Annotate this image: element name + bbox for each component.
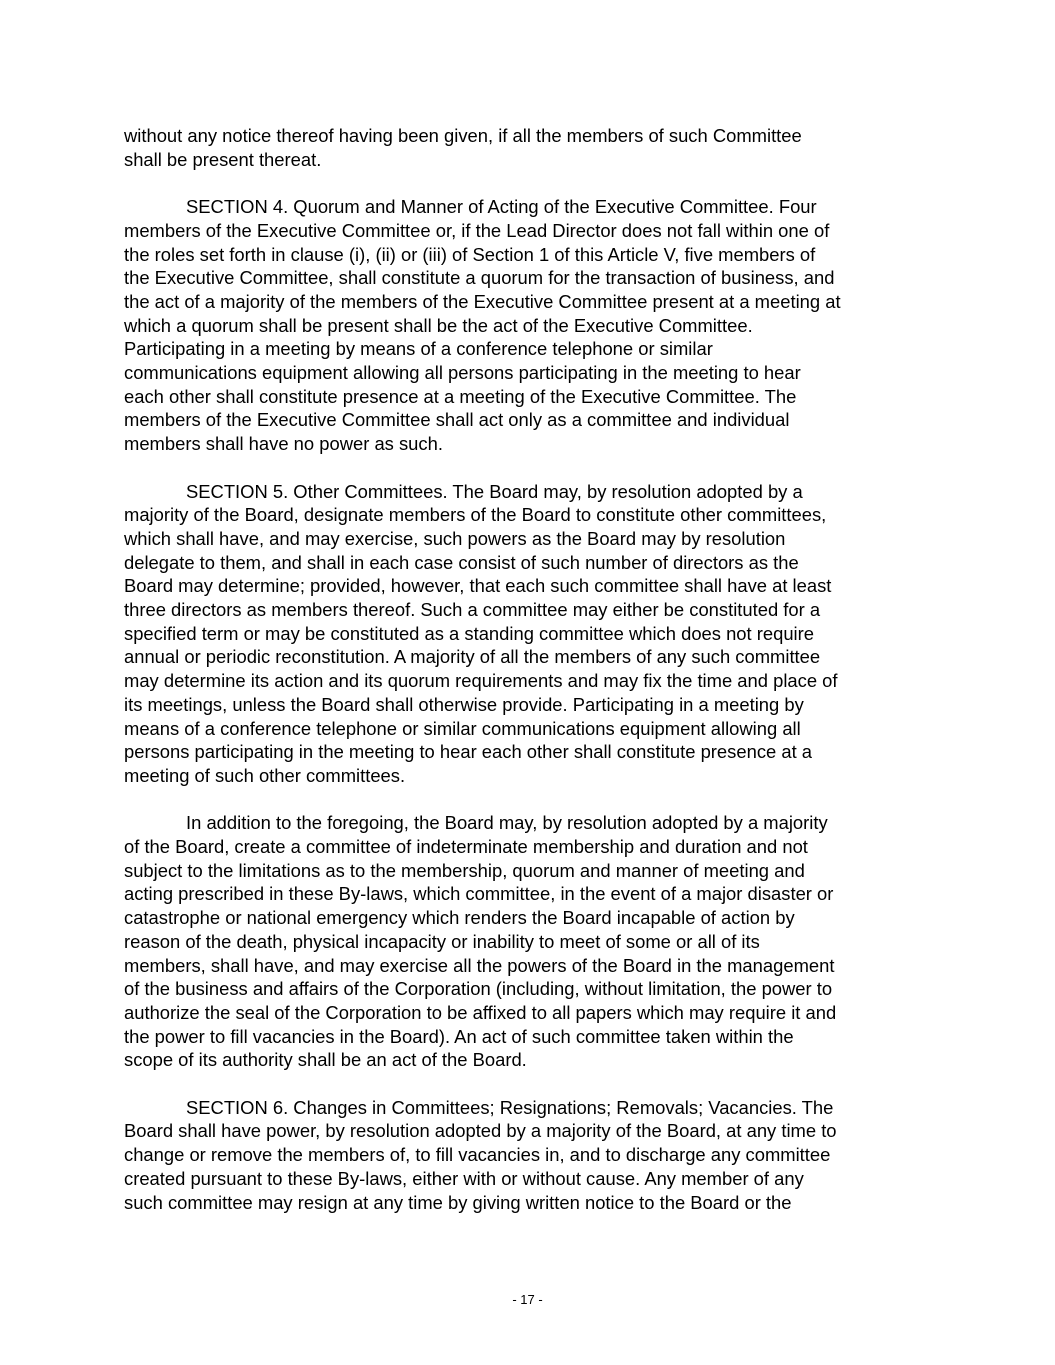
- text-line: delegate to them, and shall in each case consist of such number of directors as the: [124, 551, 799, 573]
- text-line: reason of the death, physical incapacity or inability to meet of some or all of its: [124, 930, 760, 952]
- text-line: the act of a majority of the members of the Executive Committee present at a meeting at: [124, 290, 841, 312]
- text-line: of the Board, create a committee of indeterminate membership and duration and not: [124, 836, 808, 858]
- text-line: which shall have, and may exercise, such powers as the Board may by resolution: [124, 527, 786, 549]
- text-line: majority of the Board, designate members of the Board to constitute other committees,: [124, 504, 827, 526]
- text-line: SECTION 5. Other Committees. The Board may, by resolution adopted by a: [186, 480, 803, 502]
- text-line: the Executive Committee, shall constitute a quorum for the transaction of business, and: [124, 267, 835, 289]
- text-line: may determine its action and its quorum requirements and may fix the time and place of: [124, 670, 838, 692]
- text-line: each other shall constitute presence at a meeting of the Executive Committee. The: [124, 385, 797, 407]
- text-line: catastrophe or national emergency which renders the Board incapable of action by: [124, 907, 795, 929]
- text-line: annual or periodic reconstitution. A majority of all the members of any such committee: [124, 646, 821, 668]
- text-line: created pursuant to these By-laws, either with or without cause. Any member of any: [124, 1167, 804, 1189]
- text-line: persons participating in the meeting to hear each other shall constitute presence at a: [124, 741, 813, 763]
- text-line: which a quorum shall be present shall be the act of the Executive Committee.: [124, 314, 753, 336]
- text-line: Board shall have power, by resolution adopted by a majority of the Board, at any time to: [124, 1120, 837, 1142]
- text-line: its meetings, unless the Board shall otherwise provide. Participating in a meeting by: [124, 693, 804, 715]
- text-line: the roles set forth in clause (i), (ii) or (iii) of Section 1 of this Article V, five members of: [124, 243, 816, 265]
- text-line: scope of its authority shall be an act of the Board.: [124, 1049, 527, 1071]
- document-body: [124, 124, 936, 1238]
- text-line: members of the Executive Committee or, if the Lead Director does not fall within one of: [124, 219, 830, 241]
- text-line: such committee may resign at any time by giving written notice to the Board or the: [124, 1191, 792, 1213]
- text-line: the power to fill vacancies in the Board). An act of such committee taken within the: [124, 1025, 794, 1047]
- paragraph-section-6: [124, 1096, 936, 1215]
- text-line: communications equipment allowing all persons participating in the meeting to hear: [124, 362, 801, 384]
- text-line: SECTION 6. Changes in Committees; Resignations; Removals; Vacancies. The: [186, 1096, 834, 1118]
- paragraph-section-5-addition: [124, 811, 936, 1072]
- paragraph-section-4: [124, 195, 936, 456]
- text-line: of the business and affairs of the Corporation (including, without limitation, the power to: [124, 978, 833, 1000]
- text-line: members shall have no power as such.: [124, 433, 443, 455]
- paragraph-section-5: [124, 480, 936, 788]
- text-line: members of the Executive Committee shall act only as a committee and individual: [124, 409, 790, 431]
- text-line: acting prescribed in these By-laws, which committee, in the event of a major disaster or: [124, 883, 834, 905]
- paragraph-continuation: [124, 124, 936, 171]
- text-line: specified term or may be constituted as a standing committee which does not require: [124, 622, 814, 644]
- text-line: subject to the limitations as to the membership, quorum and manner of meeting and: [124, 859, 805, 881]
- text-line: three directors as members thereof. Such a committee may either be constituted for a: [124, 599, 821, 621]
- text-line: meeting of such other committees.: [124, 764, 406, 786]
- text-line: change or remove the members of, to fill vacancies in, and to discharge any committee: [124, 1144, 831, 1166]
- text-line: Board may determine; provided, however, that each such committee shall have at least: [124, 575, 832, 597]
- text-line: In addition to the foregoing, the Board may, by resolution adopted by a majority: [186, 812, 828, 834]
- text-line: means of a conference telephone or similar communications equipment allowing all: [124, 717, 801, 739]
- text-line: members, shall have, and may exercise all the powers of the Board in the management: [124, 954, 835, 976]
- page-number: - 17 -: [512, 1292, 543, 1307]
- text-line: without any notice thereof having been given, if all the members of such Committee: [124, 125, 802, 146]
- text-line: authorize the seal of the Corporation to be affixed to all papers which may require it and: [124, 1001, 837, 1023]
- text-line: shall be present thereat.: [124, 148, 322, 170]
- text-line: Participating in a meeting by means of a conference telephone or similar: [124, 338, 713, 360]
- text-line: SECTION 4. Quorum and Manner of Acting of the Executive Committee. Four: [186, 196, 817, 218]
